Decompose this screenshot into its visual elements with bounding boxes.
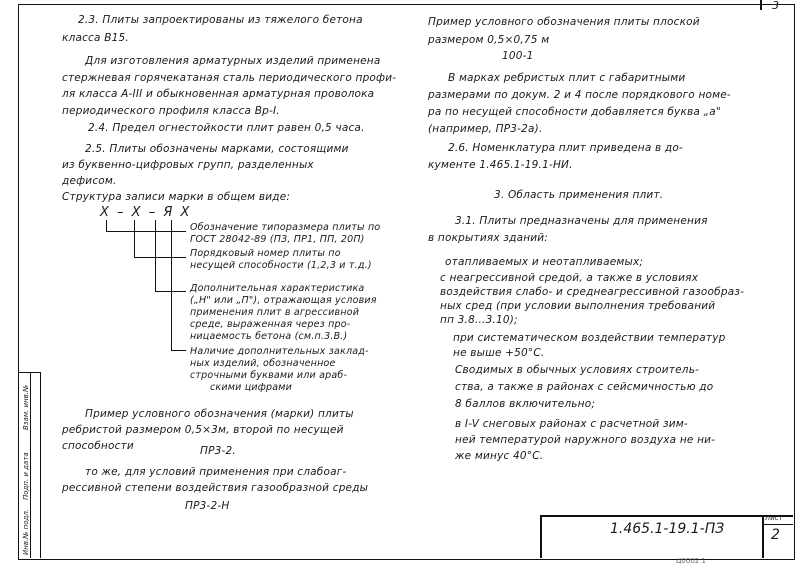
ribbed-line3: ра по несущей способности добавляется буква „а": [428, 106, 721, 118]
paragraph-2-6-line1: 2.6. Номенклатура плит приведена в до-: [448, 142, 684, 154]
paragraph-2-3b-line4: периодического профиля класса Вр-I.: [62, 105, 280, 117]
paragraph-2-4: 2.4. Предел огнестойкости плит равен 0,5 часа.: [88, 122, 365, 134]
ribbed-line4: (например, ПР3-2а).: [428, 123, 543, 135]
usage-item-4-line3: 8 баллов включительно;: [455, 398, 596, 410]
usage-item-2-line4: пп 3.8...3.10);: [440, 314, 518, 326]
example-2-mark: ПР3-2-Н: [185, 500, 230, 512]
usage-item-5-line1: в I-V снеговых районах с расчетной зим-: [455, 418, 688, 430]
legend-1-line1: Обозначение типоразмера плиты по: [190, 222, 381, 233]
usage-item-3-line2: не выше +50°С.: [453, 347, 545, 359]
paragraph-3-1-line2: в покрытиях зданий:: [428, 232, 549, 244]
usage-item-2-line1: с неагрессивной средой, а также в условиях: [440, 272, 699, 284]
example-2-line2: рессивной степени воздействия газообразной среды: [62, 482, 369, 494]
legend-bracket-3-v: [155, 220, 156, 292]
legend-2-line2: несущей способности (1,2,3 и т.д.): [190, 260, 372, 271]
example-flat-mark: 100-1: [502, 50, 534, 62]
side-stamp-border-2: [40, 372, 41, 558]
paragraph-2-6-line2: кументе 1.465.1-19.1-НИ.: [428, 159, 573, 171]
sheet-number: 2: [771, 527, 780, 543]
paragraph-2-3-line2: класса В15.: [62, 32, 129, 44]
mark-formula: Х – Х – Я Х: [100, 205, 192, 220]
usage-item-5-line3: же минус 40°С.: [455, 450, 544, 462]
paragraph-2-3b-line1: Для изготовления арматурных изделий применена: [85, 55, 381, 67]
title-block-left: [540, 515, 542, 558]
side-stamp-border: [30, 372, 31, 558]
title-block-top: [540, 515, 793, 517]
paragraph-2-3b-line3: ля класса А-III и обыкновенная арматурная проволока: [62, 88, 375, 100]
ribbed-line1: В марках ребристых плит с габаритными: [448, 72, 686, 84]
legend-3-line4: среде, выраженная через про-: [190, 319, 351, 330]
legend-bracket-4-v: [171, 220, 172, 351]
sheet-label: Лист: [765, 514, 783, 522]
legend-4-line2: ных изделий, обозначенное: [190, 358, 336, 369]
legend-4-line4: скими цифрами: [210, 382, 293, 393]
legend-3-line3: применения плит в агрессивной: [190, 307, 360, 318]
paragraph-3-1-line1: 3.1. Плиты предназначены для применения: [455, 215, 708, 227]
legend-bracket-2-v: [134, 220, 135, 258]
example-1-line3: способности: [62, 440, 134, 452]
example-1-line2: ребристой размером 0,5×3м, второй по несущей: [62, 424, 344, 436]
legend-4-line3: строчными буквами или араб-: [190, 370, 348, 381]
usage-item-1: отапливаемых и неотапливаемых;: [445, 256, 644, 268]
section-3-title: 3. Область применения плит.: [494, 189, 664, 201]
paragraph-2-3b-line2: стержневая горячекатаная сталь периодического профи-: [62, 72, 397, 84]
usage-item-2-line3: ных сред (при условии выполнения требований: [440, 300, 716, 312]
example-flat-line1: Пример условного обозначения плиты плоской: [428, 16, 700, 28]
legend-3-line5: ницаемость бетона (см.п.3.В.): [190, 331, 348, 342]
paragraph-2-5-line2: из буквенно-цифровых групп, разделенных: [62, 159, 314, 171]
legend-bracket-1-h: [106, 231, 186, 232]
bottom-stamp-mark: Ц0002 1: [676, 557, 706, 565]
example-flat-line2: размером 0,5×0,75 м: [428, 34, 550, 46]
top-page-number: 3: [772, 0, 779, 12]
example-1-line1: Пример условного обозначения (марки) плиты: [85, 408, 354, 420]
legend-3-line1: Дополнительная характеристика: [190, 283, 365, 294]
paragraph-2-5-line1: 2.5. Плиты обозначены марками, состоящими: [85, 143, 349, 155]
usage-item-5-line2: ней температурой наружного воздуха не ни-: [455, 434, 716, 446]
legend-2-line1: Порядковый номер плиты по: [190, 248, 341, 259]
ribbed-line2: размерами по докум. 2 и 4 после порядкового номе-: [428, 89, 731, 101]
paragraph-2-3-line1: 2.3. Плиты запроектированы из тяжелого бетона: [78, 14, 363, 26]
structure-title: Структура записи марки в общем виде:: [62, 191, 291, 203]
side-stamp-label-3: Взам. инв.№: [22, 384, 30, 430]
document-code: 1.465.1-19.1-ПЗ: [610, 521, 725, 537]
frame-top-right-corner-line: [760, 0, 762, 10]
legend-bracket-4-h: [171, 350, 186, 351]
legend-1-line2: ГОСТ 28042-89 (ПЗ, ПР1, ПП, 20П): [190, 234, 365, 245]
paragraph-2-5-line3: дефисом.: [62, 175, 117, 187]
side-stamp-top: [18, 372, 41, 373]
legend-bracket-2-h: [134, 257, 186, 258]
usage-item-3-line1: при систематическом воздействии температур: [453, 332, 726, 344]
side-stamp-label-2: Подп. и дата: [22, 452, 30, 500]
usage-item-4-line1: Сводимых в обычных условиях строитель-: [455, 364, 700, 376]
legend-4-line1: Наличие дополнительных заклад-: [190, 346, 369, 357]
title-block-sheet-mid: [762, 524, 793, 525]
side-stamp-label-1: Инв.№ подл.: [22, 508, 30, 555]
example-2-line1: то же, для условий применения при слабоаг-: [85, 466, 347, 478]
title-block-sheet-divider: [762, 515, 764, 558]
usage-item-4-line2: ства, а также в районах с сейсмичностью до: [455, 381, 714, 393]
example-1-mark: ПР3-2.: [200, 445, 236, 457]
legend-3-line2: („Н" или „П"), отражающая условия: [190, 295, 377, 306]
usage-item-2-line2: воздействия слабо- и среднеагрессивной газообраз-: [440, 286, 745, 298]
